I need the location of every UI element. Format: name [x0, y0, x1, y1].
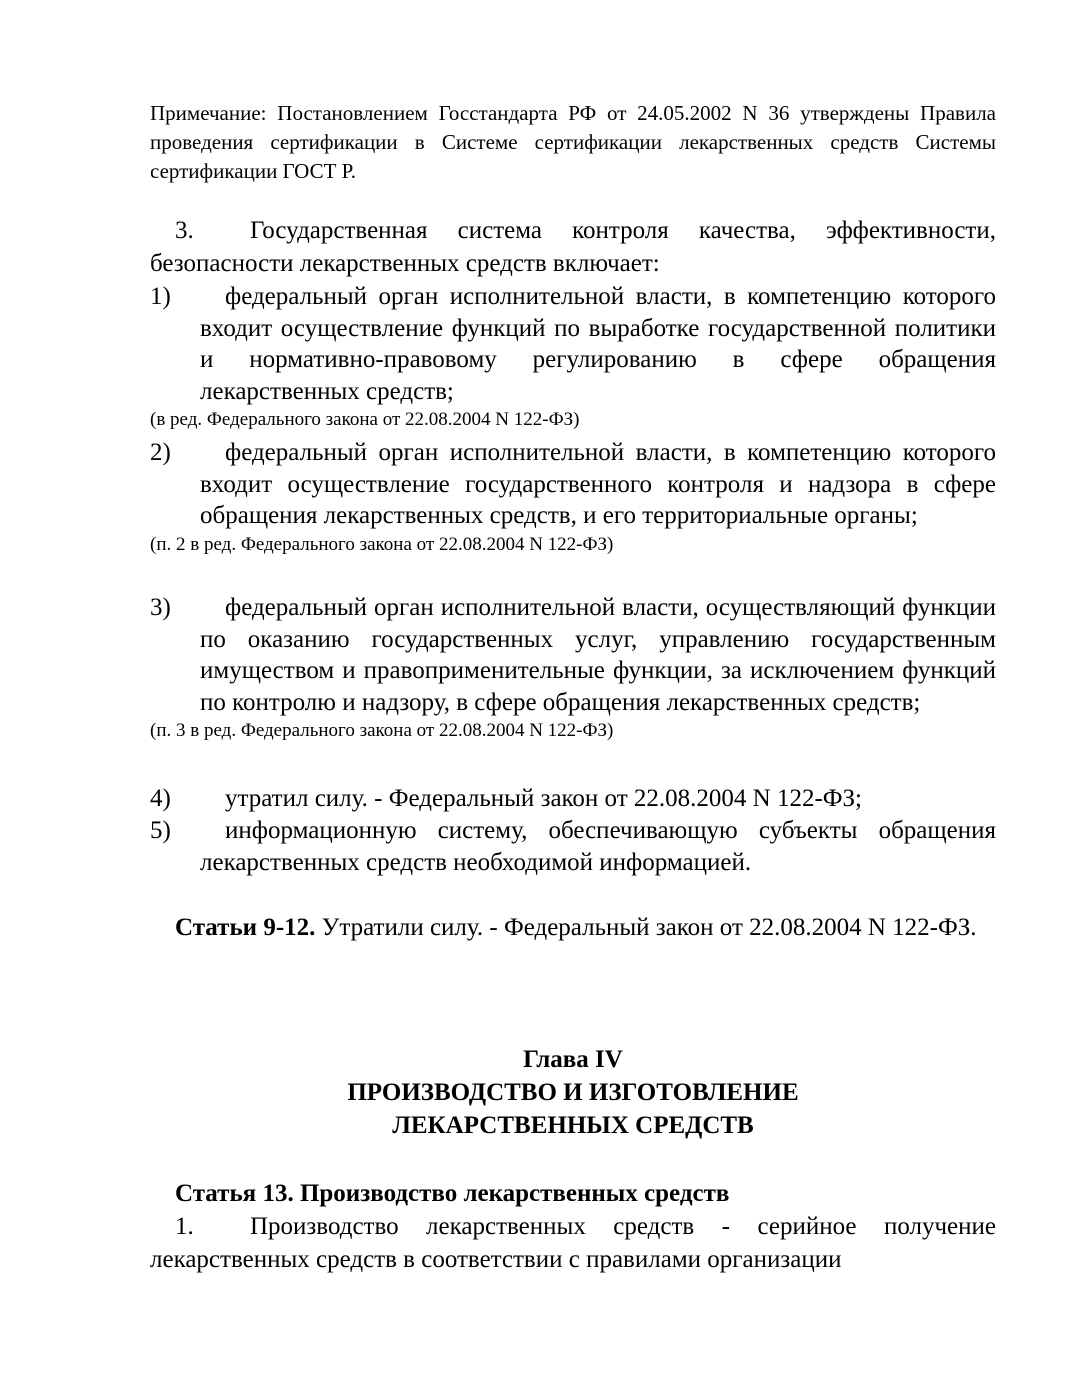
list-item-3-block [150, 592, 996, 744]
list-item-marker: 5) [150, 817, 171, 844]
articles-9-12-text: Утратили силу. - Федеральный закон от 22.08.2004 N 122-ФЗ. [321, 914, 977, 941]
article-13-paragraph-1 [150, 1210, 996, 1276]
list-item-marker: 3) [150, 594, 171, 621]
list-item-text: федеральный орган исполнительной власти, осуществляющий функции по оказанию государственных услуг, управлению государственным имуществом и правоприменительные функции, за исключением функций по контролю и надзору, в сфере обращения лекарственных средств; [200, 594, 996, 716]
articles-9-12-title: Статьи 9-12. [175, 914, 316, 941]
chapter-heading [150, 1043, 996, 1142]
list-item [150, 281, 996, 407]
list-item-text: утратил силу. - Федеральный закон от 22.08.2004 N 122-ФЗ; [225, 785, 862, 812]
clause-3 [150, 214, 996, 280]
list-item-5-block [150, 815, 996, 878]
chapter-number: Глава IV [523, 1046, 623, 1073]
chapter-title-line-2: ЛЕКАРСТВЕННЫХ СРЕДСТВ [392, 1112, 754, 1139]
edit-note: (в ред. Федерального закона от 22.08.2004 N 122-ФЗ) [150, 409, 580, 430]
list-item-marker: 1) [150, 283, 171, 310]
edit-note: (п. 2 в ред. Федерального закона от 22.08.2004 N 122-ФЗ) [150, 533, 614, 555]
list-item-1-block [150, 281, 996, 433]
note-paragraph: Примечание: Постановлением Госстандарта РФ от 24.05.2002 N 36 утверждены Правила проведения сертификации в Системе сертификации лекарственных средств Системы сертификации ГОСТ Р. [150, 101, 996, 183]
list-item-text: информационную систему, обеспечивающую субъекты обращения лекарственных средств необходимой информацией. [200, 817, 996, 876]
clause-3-text: Государственная система контроля качества, эффективности, безопасности лекарственных средств включает: [150, 217, 996, 277]
list-item-4-block [150, 783, 996, 815]
article-13-p1-text: Производство лекарственных средств - серийное получение лекарственных средств в соответствии с правилами организации [150, 1213, 996, 1273]
list-item-text: федеральный орган исполнительной власти, в компетенцию которого входит осуществление государственного контроля и надзора в сфере обращения лекарственных средств, и его территориальные органы; [200, 439, 996, 529]
chapter-title-line-1: ПРОИЗВОДСТВО И ИЗГОТОВЛЕНИЕ [347, 1079, 799, 1106]
list-item [150, 783, 996, 815]
list-item-text: федеральный орган исполнительной власти, в компетенцию которого входит осуществление функций по выработке государственной политики и нормативно-правовому регулированию в сфере обращения лекарственных средств; [200, 283, 996, 405]
list-item-marker: 4) [150, 785, 171, 812]
article-13-heading [150, 1177, 996, 1210]
edit-note: (п. 3 в ред. Федерального закона от 22.08.2004 N 122-ФЗ) [150, 720, 614, 741]
article-13-title: Статья 13. Производство лекарственных средств [175, 1180, 730, 1207]
articles-9-12 [150, 911, 996, 944]
list-item-2-block [150, 437, 996, 558]
article-13-p1-number: 1. [175, 1213, 194, 1240]
list-item [150, 437, 996, 532]
list-item [150, 592, 996, 718]
clause-3-number: 3. [175, 217, 194, 244]
list-item [150, 815, 996, 878]
list-item-marker: 2) [150, 439, 171, 466]
